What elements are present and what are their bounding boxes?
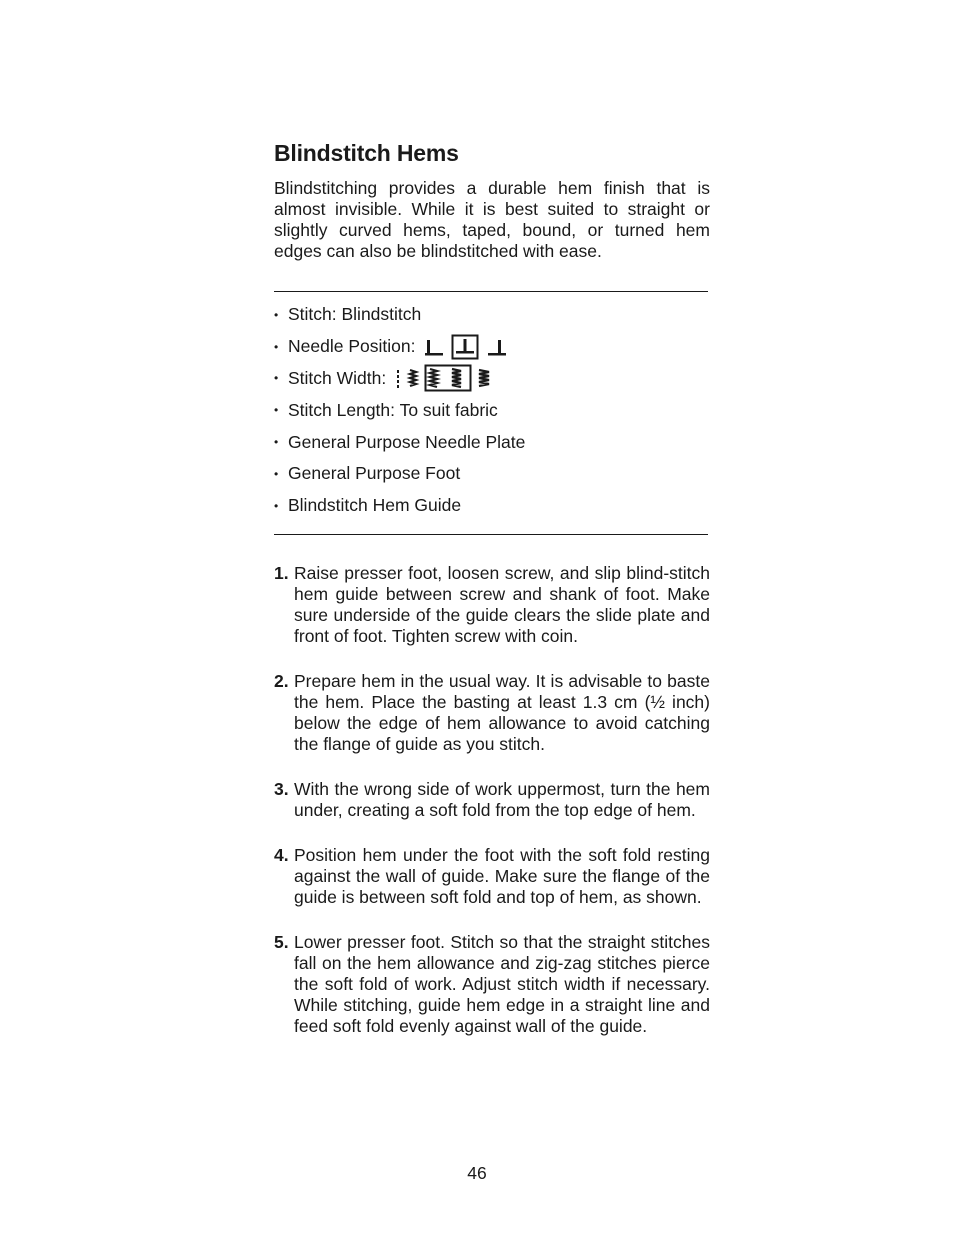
step-text: Lower presser foot. Stitch so that the straight stitches fall on the hem allowance and zig-zag stitches pierce the soft fold of work. Adjust stitch width if necessary. While stitching, guide hem edge in a straight line and feed soft fold evenly against wall of the guide. xyxy=(294,931,710,1036)
step-3 xyxy=(274,779,710,821)
step-text: Position hem under the foot with the soft fold resting against the wall of guide. Make sure the flange of the guide is between soft fold and top of hem, as shown. xyxy=(294,844,710,907)
intro-paragraph: Blindstitching provides a durable hem finish that is almost invisible. While it is best suited to straight or slightly curved hems, taped, bound, or turned hem edges can also be blindstitched with ease. xyxy=(274,178,710,261)
stitch-length-setting: Stitch Length: To suit fabric xyxy=(288,399,498,420)
needle-right-icon xyxy=(485,336,509,358)
needle-position-icons xyxy=(423,334,509,360)
stitch-setting: Stitch: Blindstitch xyxy=(288,304,422,325)
page-number: 46 xyxy=(467,1163,487,1183)
list-item xyxy=(274,394,710,426)
settings-list xyxy=(274,299,710,522)
width-medium-wide-selected-icon xyxy=(424,364,472,392)
foot-setting: General Purpose Foot xyxy=(288,463,461,484)
instruction-steps xyxy=(274,563,710,1037)
bullet: • xyxy=(274,498,279,513)
step-4 xyxy=(274,845,710,908)
hem-guide-setting: Blindstitch Hem Guide xyxy=(288,495,462,516)
bullet: • xyxy=(274,307,279,322)
bullet: • xyxy=(274,435,279,450)
step-text: Prepare hem in the usual way. It is advisable to baste the hem. Place the basting at least 1.3 cm (½ inch) below the edge of hem allowance to avoid catching the flange of guide as you stitch. xyxy=(294,670,710,754)
step-text: Raise presser foot, loosen screw, and slip blind-stitch hem guide between screw and shank of foot. Make sure underside of the guide clears the slide plate and front of foot. Tighten screw with coin. xyxy=(294,562,710,646)
page-content xyxy=(274,140,710,1061)
step-text: With the wrong side of work uppermost, turn the hem under, creating a soft fold from the top edge of hem. xyxy=(294,778,710,820)
needle-position-label: Needle Position: xyxy=(288,336,416,357)
step-number: 2. xyxy=(274,670,289,691)
step-5 xyxy=(274,932,710,1037)
needle-left-icon xyxy=(423,336,445,358)
bullet: • xyxy=(274,466,279,481)
needle-center-selected-icon xyxy=(451,334,479,360)
bullet: • xyxy=(274,371,279,386)
list-item xyxy=(274,458,710,490)
step-number: 1. xyxy=(274,562,289,583)
page-title: Blindstitch Hems xyxy=(274,140,459,166)
width-medium-icon xyxy=(406,366,420,390)
bullet: • xyxy=(274,403,279,418)
step-number: 4. xyxy=(274,844,289,865)
list-item xyxy=(274,426,710,458)
step-2 xyxy=(274,671,710,755)
stitch-width-icons xyxy=(394,364,492,392)
list-item xyxy=(274,331,710,363)
top-divider xyxy=(274,291,708,292)
width-narrow-icon xyxy=(394,367,402,389)
stitch-width-label: Stitch Width: xyxy=(288,367,387,388)
list-item xyxy=(274,363,710,395)
needle-plate-setting: General Purpose Needle Plate xyxy=(288,431,526,452)
step-number: 5. xyxy=(274,931,289,952)
step-number: 3. xyxy=(274,778,289,799)
bullet: • xyxy=(274,339,279,354)
bottom-divider xyxy=(274,534,708,535)
list-item xyxy=(274,299,710,331)
list-item xyxy=(274,490,710,522)
width-wide-icon xyxy=(476,366,492,390)
step-1 xyxy=(274,563,710,647)
